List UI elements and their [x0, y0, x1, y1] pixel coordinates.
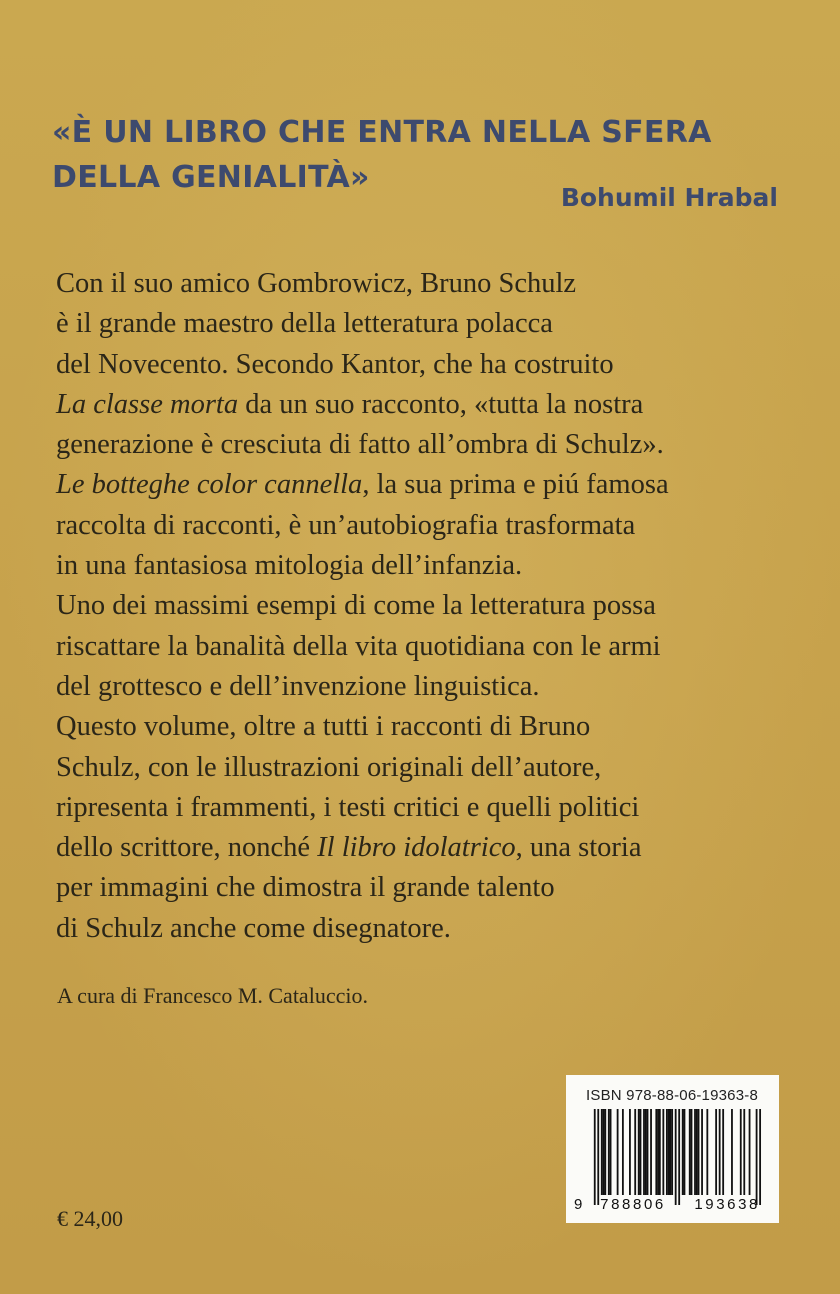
barcode-guard-bar	[597, 1109, 599, 1205]
isbn-number: ISBN 978-88-06-19363-8	[586, 1087, 759, 1104]
barcode-guard-bar	[756, 1109, 758, 1205]
barcode-bar	[629, 1109, 631, 1195]
description-line: Questo volume, oltre a tutti i racconti di Bruno	[56, 711, 591, 743]
pull-quote-line-1: «È UN LIBRO CHE ENTRA NELLA SFERA	[52, 115, 712, 150]
barcode-bar	[622, 1109, 624, 1195]
description-line: del Novecento. Secondo Kantor, che ha costruito	[56, 348, 614, 380]
barcode-bar	[603, 1109, 605, 1195]
barcode-bar	[643, 1109, 645, 1195]
barcode-bar	[666, 1109, 668, 1195]
barcode-bar	[650, 1109, 652, 1195]
description-line	[56, 465, 816, 505]
barcode-bar	[696, 1109, 698, 1195]
barcode-bar	[706, 1109, 708, 1195]
barcode-digits	[574, 1196, 774, 1213]
barcode-bar	[634, 1109, 636, 1195]
barcode-bar	[701, 1109, 703, 1195]
barcode-guard-bar	[678, 1109, 680, 1205]
barcode-bar	[657, 1109, 659, 1195]
barcode-bar	[691, 1109, 693, 1195]
pull-quote-line-2: DELLA GENIALITÀ»	[52, 160, 370, 195]
barcode-bar	[689, 1109, 691, 1195]
quote-author: Bohumil Hrabal	[560, 183, 778, 212]
barcode-bar	[601, 1109, 603, 1195]
barcode-bar	[610, 1109, 612, 1195]
barcode-bar	[669, 1109, 671, 1195]
description-line: di Schulz anche come disegnatore.	[56, 912, 451, 944]
barcode-bar	[640, 1109, 642, 1195]
description-line	[56, 385, 816, 425]
description-text: , la sua prima e piú famosa	[362, 469, 669, 501]
description-line: Schulz, con le illustrazioni originali dell’autore,	[56, 751, 602, 783]
barcode-bar	[617, 1109, 619, 1195]
description-line: generazione è cresciuta di fatto all’ombra di Schulz».	[56, 429, 664, 461]
barcode-guard-bar	[594, 1109, 596, 1205]
book-description	[56, 264, 816, 949]
barcode-bar	[659, 1109, 661, 1195]
barcode-bar	[722, 1109, 724, 1195]
barcode-bar	[662, 1109, 664, 1195]
barcode-bar	[647, 1109, 649, 1195]
barcode-bar	[719, 1109, 721, 1195]
title-la-classe-morta: La classe morta	[56, 388, 239, 420]
barcode-bar	[749, 1109, 751, 1195]
description-line: Con il suo amico Gombrowicz, Bruno Schulz	[56, 268, 577, 299]
barcode-right-group: 193638	[694, 1196, 760, 1213]
barcode-bar	[731, 1109, 733, 1195]
barcode-bar	[645, 1109, 647, 1195]
barcode-bar	[668, 1109, 670, 1195]
barcode-bar	[655, 1109, 657, 1195]
description-line: è il grande maestro della letteratura polacca	[56, 308, 553, 340]
description-text: , una storia	[515, 832, 642, 864]
price-label: € 24,00	[57, 1206, 123, 1231]
description-line	[56, 828, 816, 868]
editor-credit: A cura di Francesco M. Cataluccio.	[57, 983, 368, 1008]
barcode-bar	[682, 1109, 684, 1195]
description-text: da un suo racconto, «tutta la nostra	[238, 388, 644, 420]
barcode-bar	[740, 1109, 742, 1195]
barcode-left-group: 788806	[600, 1196, 666, 1213]
description-line: in una fantasiosa mitologia dell’infanzia.	[56, 550, 523, 582]
description-text: dello scrittore, nonché	[56, 832, 318, 864]
barcode-bar	[684, 1109, 686, 1195]
barcode-bar	[694, 1109, 696, 1195]
barcode-guard-bar	[675, 1109, 677, 1205]
title-le-botteghe-color-cannella: Le botteghe color cannella	[56, 469, 363, 501]
barcode-guard-bar	[759, 1109, 761, 1205]
barcode-bar	[608, 1109, 610, 1195]
description-line: del grottesco e dell’invenzione linguistica.	[56, 670, 540, 702]
title-il-libro-idolatrico: Il libro idolatrico	[317, 832, 516, 864]
description-line: riscattare la banalità della vita quotidiana con le armi	[56, 630, 661, 662]
description-line: Uno dei massimi esempi di come la letteratura possa	[56, 590, 656, 622]
barcode-first-digit: 9	[574, 1196, 583, 1213]
description-line: raccolta di racconti, è un’autobiografia trasformata	[56, 509, 636, 541]
barcode-bar	[698, 1109, 700, 1195]
barcode-bar	[604, 1109, 606, 1195]
barcode-bar	[671, 1109, 673, 1195]
barcode-bar	[743, 1109, 745, 1195]
barcode-bar	[638, 1109, 640, 1195]
description-line: ripresenta i frammenti, i testi critici e quelli politici	[56, 791, 640, 823]
description-line: per immagini che dimostra il grande talento	[56, 872, 555, 904]
isbn-barcode-label	[566, 1075, 779, 1223]
barcode-bar	[715, 1109, 717, 1195]
